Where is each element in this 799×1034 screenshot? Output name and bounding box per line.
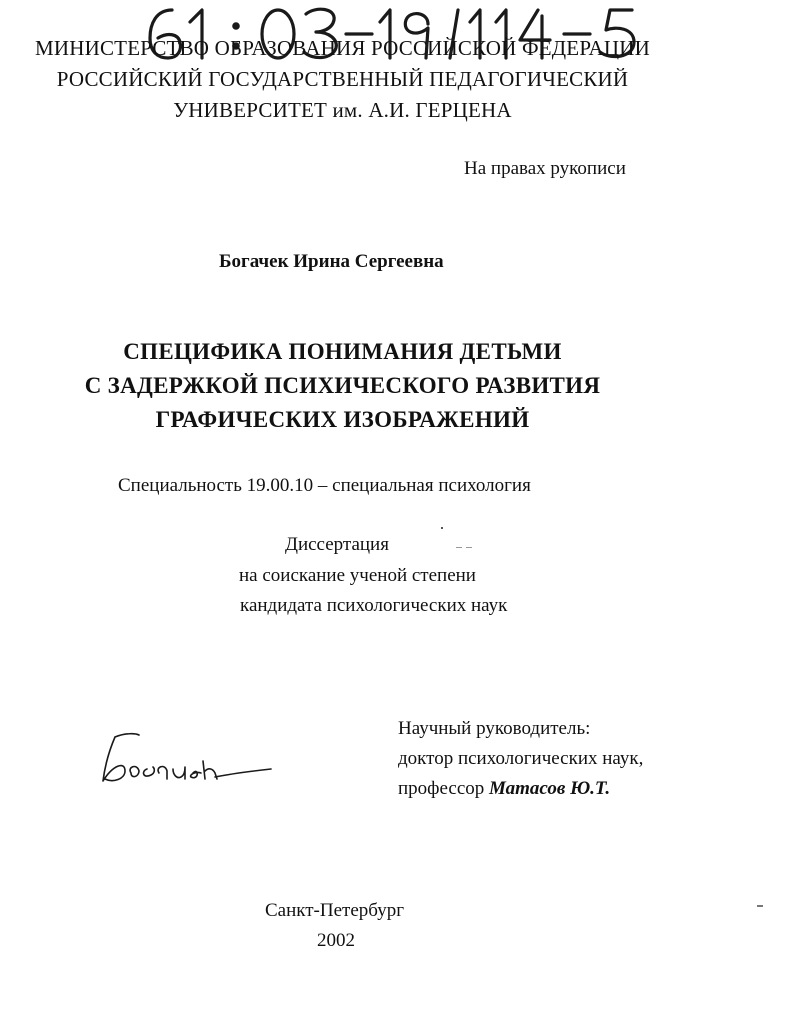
degree-line-1: Диссертация	[285, 534, 389, 555]
degree-line-3: кандидата психологических наук	[240, 595, 508, 616]
publication-city: Санкт-Петербург	[265, 900, 405, 921]
specialty-line: Специальность 19.00.10 – специальная психология	[118, 475, 531, 496]
manuscript-rights-note: На правах рукописи	[464, 158, 626, 179]
dissertation-title-line-3: ГРАФИЧЕСКИХ ИЗОБРАЖЕНИЙ	[155, 407, 530, 432]
advisor-title-prefix: профессор	[398, 778, 490, 799]
publication-year: 2002	[317, 930, 355, 951]
advisor-name: Матасов Ю.Т.	[489, 778, 611, 799]
advisor-title-line	[398, 778, 610, 800]
dissertation-title-line-2: С ЗАДЕРЖКОЙ ПСИХИЧЕСКОГО РАЗВИТИЯ	[84, 373, 601, 398]
scan-speck	[757, 905, 763, 907]
scan-speck	[466, 547, 472, 548]
advisor-label: Научный руководитель:	[398, 718, 591, 739]
scan-speck	[456, 547, 462, 548]
ministry-header-line-2: РОССИЙСКИЙ ГОСУДАРСТВЕННЫЙ ПЕДАГОГИЧЕСКИЙ	[56, 67, 629, 91]
scan-speck	[441, 527, 443, 529]
degree-line-2: на соискание ученой степени	[239, 565, 476, 586]
ministry-header-line-3: УНИВЕРСИТЕТ им. А.И. ГЕРЦЕНА	[173, 98, 512, 122]
advisor-degree: доктор психологических наук,	[398, 748, 644, 769]
author-name: Богачек Ирина Сергеевна	[219, 251, 444, 272]
ministry-header-line-1: МИНИСТЕРСТВО ОБРАЗОВАНИЯ РОССИЙСКОЙ ФЕДЕРАЦИИ	[34, 36, 650, 60]
dissertation-title-line-1: СПЕЦИФИКА ПОНИМАНИЯ ДЕТЬМИ	[123, 339, 562, 364]
author-signature	[95, 725, 275, 795]
